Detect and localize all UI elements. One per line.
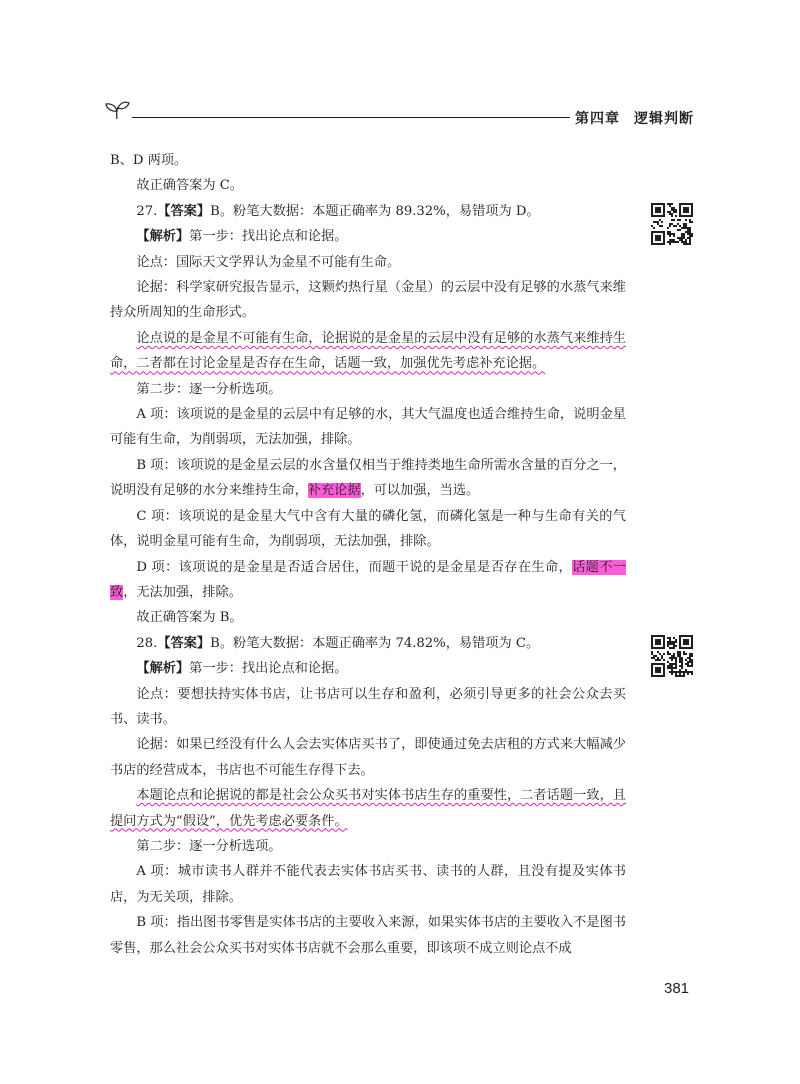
bracket-label: 【答案】 [157, 203, 211, 219]
paragraph [110, 682, 626, 733]
underlined-text: 论点说的是金星不可能有生命，论据说的是金星的云层中没有足够的水蒸气来维持生命，二者都在讨论金星是否存在生命，话题一致，加强优先考虑补充论据。 [110, 330, 626, 372]
text-run: B。粉笔大数据：本题正确率为 74.82%，易错项为 C。 [210, 635, 540, 651]
text-run: 28. [136, 635, 158, 651]
header-rule [132, 117, 570, 118]
page-header [0, 0, 800, 140]
text-run: 第一步：找出论点和论据。 [189, 229, 348, 245]
body-text [110, 148, 626, 961]
text-run: 第二步：逐一分析选项。 [136, 838, 282, 854]
paragraph [110, 732, 626, 783]
text-run: 论点：要想扶持实体书店，让书店可以生存和盈利，必须引导更多的社会公众去买书、读书。 [110, 686, 626, 727]
paragraph [110, 910, 626, 961]
paragraph [110, 631, 626, 656]
chapter-heading [575, 108, 694, 128]
text-run: A 项：城市读书人群并不能代表去实体书店买书、读书的人群，且没有提及实体书店，为无关项，排除。 [110, 864, 626, 905]
paragraph [110, 148, 626, 173]
text-run: 第二步：逐一分析选项。 [136, 381, 282, 397]
text-run: 论据：如果已经没有什么人会去实体店买书了，即使通过免去店租的方式来大幅减少书店的经营成本，书店也不可能生存得下去。 [110, 737, 626, 778]
bracket-label: 【解析】 [136, 661, 190, 677]
text-run: 第一步：找出论点和论据。 [189, 661, 348, 677]
paragraph [110, 504, 626, 555]
text-run: B。粉笔大数据：本题正确率为 89.32%，易错项为 D。 [210, 203, 540, 219]
bracket-label: 【解析】 [136, 229, 190, 245]
text-run: D 项：该项说的是金星是否适合居住，而题干说的是金星是否存在生命， [136, 559, 573, 575]
paragraph [110, 834, 626, 859]
paragraph [110, 453, 626, 504]
text-run: B 项：指出图书零售是实体书店的主要收入来源，如果实体书店的主要收入不是图书零售，那么社会公众买书对实体书店就不会那么重要，即该项不成立则论点不成 [110, 915, 626, 956]
text-run: 论据：科学家研究报告显示，这颗灼热行星（金星）的云层中没有足够的水蒸气来维持众所周知的生命形式。 [110, 280, 626, 321]
qr-code-icon[interactable] [651, 635, 693, 677]
chapter-label: 第四章 [575, 111, 620, 127]
highlighted-text: 补充论据 [307, 483, 361, 499]
paragraph [110, 199, 626, 224]
paragraph [110, 224, 626, 249]
paragraph [110, 377, 626, 402]
paragraph [110, 656, 626, 681]
paragraph [110, 859, 626, 910]
paragraph [110, 783, 626, 834]
text-run: C 项：该项说的是金星大气中含有大量的磷化氢，而磷化氢是一种与生命有关的气体，说明金星可能有生命，为削弱项，无法加强，排除。 [110, 508, 626, 550]
text-run: B 项：该项说的是金星云层的水含量仅相当于维持类地生命所需水含量的百分之一，说明没有足够的水分来维持生命， [110, 457, 626, 499]
text-run: ，可以加强，当选。 [360, 483, 480, 499]
text-run: 论点：国际天文学界认为金星不可能有生命。 [136, 254, 401, 270]
paragraph [110, 275, 626, 326]
text-run: 故正确答案为 C。 [136, 178, 243, 194]
bracket-label: 【答案】 [157, 635, 211, 651]
underlined-text: 本题论点和论据说的都是社会公众买书对实体书店生存的重要性，二者话题一致，且提问方式为“假设”，优先考虑必要条件。 [110, 788, 626, 829]
paragraph [110, 402, 626, 453]
text-run: ，无法加强，排除。 [123, 584, 242, 600]
text-run: 27. [136, 203, 158, 219]
paragraph [110, 555, 626, 606]
paragraph [110, 605, 626, 630]
page-number: 381 [664, 980, 690, 997]
paragraph [110, 326, 626, 377]
paragraph [110, 250, 626, 275]
text-run: A 项：该项说的是金星的云层中有足够的水，其大气温度也适合维持生命，说明金星可能有生命，为削弱项，无法加强，排除。 [110, 407, 626, 448]
sprout-icon [103, 100, 131, 120]
chapter-title: 逻辑判断 [634, 111, 694, 127]
qr-code-icon[interactable] [651, 203, 693, 245]
paragraph [110, 173, 626, 198]
text-run: B、D 两项。 [110, 153, 188, 168]
text-run: 故正确答案为 B。 [136, 610, 243, 626]
highlighted-text: 话题不一致 [110, 559, 626, 600]
